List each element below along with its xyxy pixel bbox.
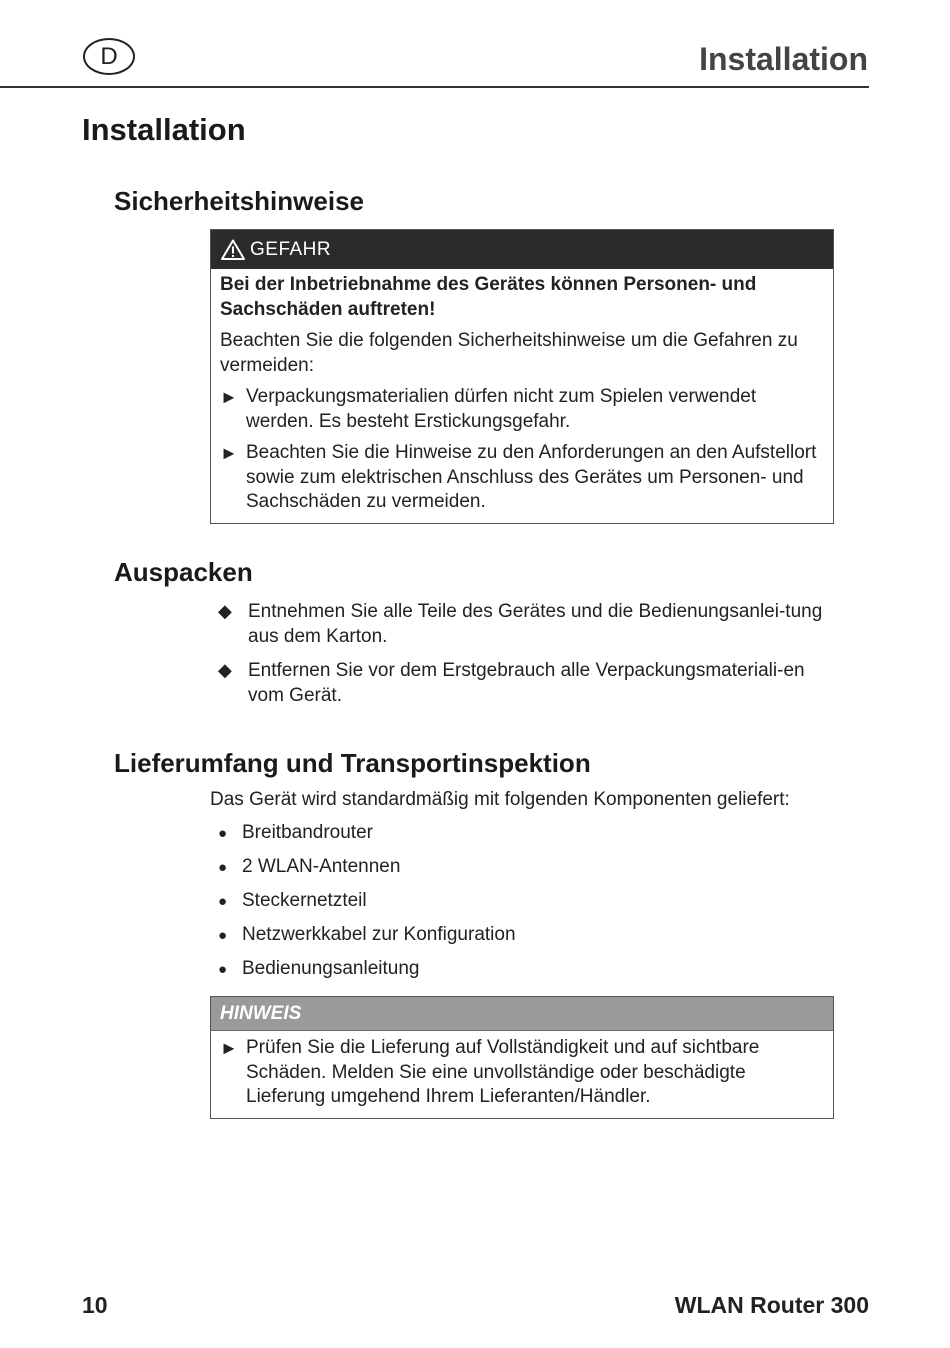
dot-bullet-icon: ● — [218, 859, 228, 876]
list-item-text: Entfernen Sie vor dem Erstgebrauch alle Verpackungsmateriali-en vom Gerät. — [248, 660, 805, 706]
delivery-contents-list — [218, 822, 516, 992]
header-divider — [0, 86, 869, 88]
list-item-text: 2 WLAN-Antennen — [242, 856, 401, 877]
section-heading-unpacking: Auspacken — [114, 557, 253, 587]
unpacking-list — [218, 599, 838, 717]
note-box-header: HINWEIS — [211, 997, 833, 1031]
list-item — [218, 890, 516, 924]
section-heading-safety: Sicherheitshinweise — [114, 186, 364, 216]
list-item — [218, 856, 516, 890]
list-item — [218, 958, 516, 992]
danger-box-header — [211, 230, 833, 269]
list-item-text: Netzwerkkabel zur Konfiguration — [242, 924, 516, 945]
danger-box — [210, 229, 834, 524]
note-box-body — [211, 1031, 833, 1118]
header-section-title: Installation — [699, 41, 868, 77]
section-heading-delivery: Lieferumfang und Transportinspektion — [114, 748, 591, 778]
list-item-text: Prüfen Sie die Lieferung auf Vollständigkeit und auf sichtbare Schäden. Melden Sie eine unvollständige oder beschädigte Lieferung umgehend Ihrem Lieferanten/Händler. — [246, 1037, 760, 1107]
arrow-right-icon: ► — [220, 443, 238, 463]
arrow-right-icon: ► — [220, 387, 238, 407]
delivery-intro-text: Das Gerät wird standardmäßig mit folgenden Komponenten geliefert: — [210, 789, 790, 810]
danger-box-body — [211, 269, 833, 523]
list-item — [218, 924, 516, 958]
dot-bullet-icon: ● — [218, 893, 228, 910]
dot-bullet-icon: ● — [218, 927, 228, 944]
arrow-right-icon: ► — [220, 1038, 238, 1058]
list-item — [220, 441, 824, 515]
list-item — [220, 1036, 824, 1110]
danger-label: GEFAHR — [250, 238, 332, 260]
list-item — [220, 385, 824, 434]
list-item — [218, 822, 516, 856]
dot-bullet-icon: ● — [218, 961, 228, 978]
list-item-text: Verpackungsmaterialien dürfen nicht zum Spielen verwendet werden. Es besteht Erstickungsgefahr. — [246, 386, 757, 432]
list-item — [218, 658, 838, 708]
product-name: WLAN Router 300 — [674, 1292, 869, 1318]
list-item-text: Entnehmen Sie alle Teile des Gerätes und die Bedienungsanlei-tung aus dem Karton. — [248, 601, 823, 647]
danger-warning-text: Bei der Inbetriebnahme des Gerätes können Personen- und Sachschäden auftreten! — [220, 274, 757, 320]
language-badge: D — [83, 38, 135, 75]
list-item-text: Steckernetzteil — [242, 890, 367, 911]
page-number: 10 — [82, 1292, 108, 1318]
page-title: Installation — [82, 112, 246, 147]
list-item-text: Bedienungsanleitung — [242, 958, 420, 979]
note-box — [210, 996, 834, 1119]
list-item-text: Beachten Sie die Hinweise zu den Anforderungen an den Aufstellort sowie zum elektrischen Anschluss des Gerätes um Personen- und Sachschäden zu vermeiden. — [246, 442, 817, 512]
dot-bullet-icon: ● — [218, 825, 228, 842]
diamond-bullet-icon: ◆ — [218, 660, 232, 680]
danger-intro-text: Beachten Sie die folgenden Sicherheitshinweise um die Gefahren zu vermeiden: — [220, 330, 798, 376]
warning-triangle-icon — [221, 239, 245, 260]
list-item — [218, 599, 838, 649]
list-item-text: Breitbandrouter — [242, 822, 373, 843]
diamond-bullet-icon: ◆ — [218, 601, 232, 621]
